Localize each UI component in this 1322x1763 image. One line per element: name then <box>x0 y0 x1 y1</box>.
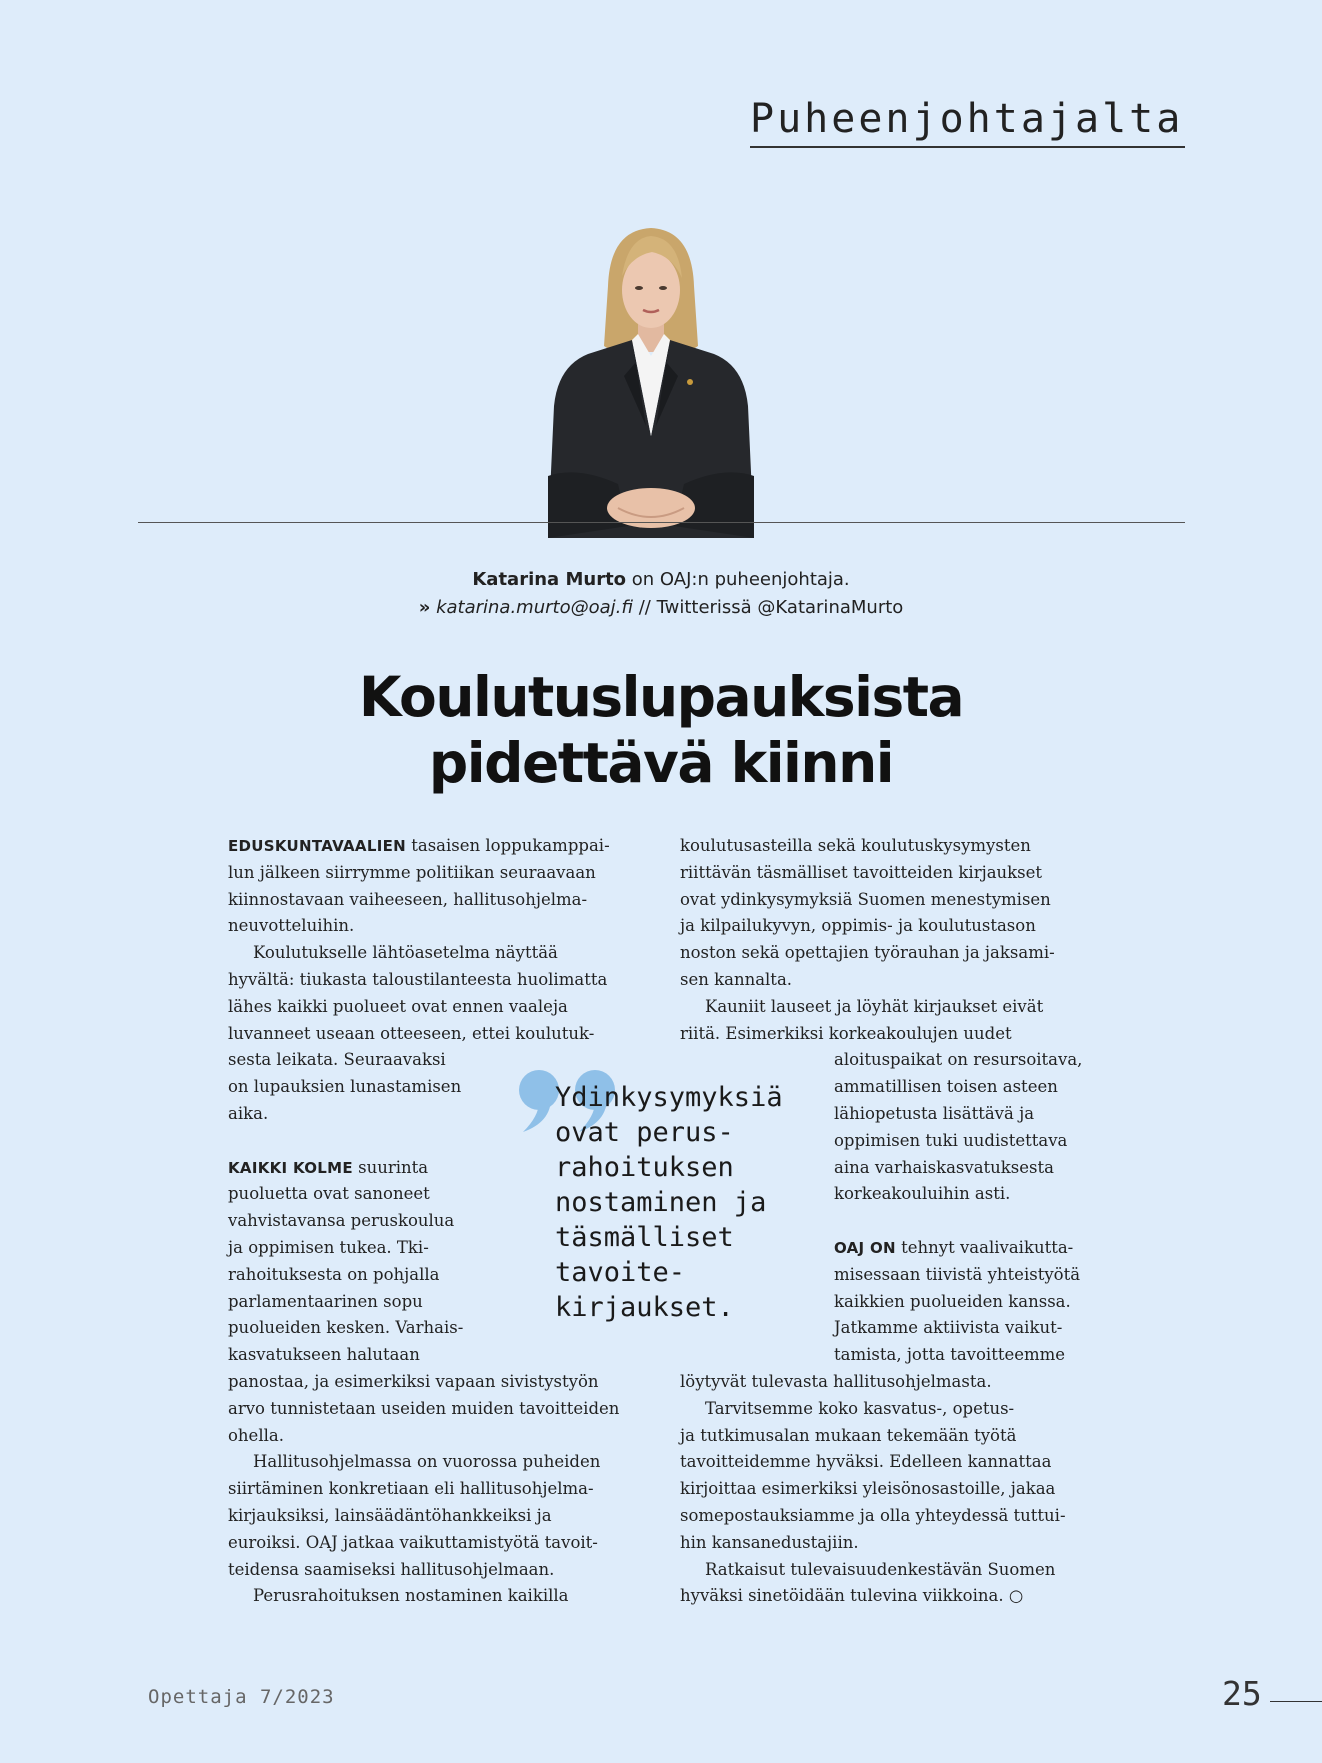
text-line: on lupauksien lunastamisen <box>228 1077 462 1097</box>
text-line: siirtäminen konkretiaan eli hallitusohjelma- <box>228 1479 594 1499</box>
author-role: on OAJ:n puheenjohtaja. <box>631 569 850 590</box>
text-line: parlamentaarinen sopu <box>228 1291 423 1311</box>
page-number-rule <box>1270 1701 1322 1702</box>
text-line: Perusrahoituksen nostaminen kaikilla <box>253 1586 569 1606</box>
text-line: ja tutkimusalan mukaan tekemään työtä <box>680 1425 1017 1445</box>
text-line: riittävän täsmälliset tavoitteiden kirjaukset <box>680 862 1043 882</box>
pull-quote-line: tavoite- <box>555 1257 686 1288</box>
text-line: Kauniit lauseet ja löyhät kirjaukset eivät <box>705 996 1044 1016</box>
byline-line-2 <box>0 594 1322 622</box>
publication-issue: Opettaja 7/2023 <box>148 1686 335 1708</box>
text-line: ovat ydinkysymyksiä Suomen menestymisen <box>680 889 1051 909</box>
pull-quote-line: rahoituksen <box>555 1152 734 1183</box>
text-line: ammatillisen toisen asteen <box>834 1077 1058 1097</box>
text-line: misessaan tiivistä yhteistyötä <box>834 1264 1081 1284</box>
text-line: puolueiden kesken. Varhais- <box>228 1318 464 1338</box>
portrait-photo <box>548 226 754 538</box>
pull-quote-line: kirjaukset. <box>555 1292 734 1323</box>
text-line: arvo tunnistetaan useiden muiden tavoitteiden <box>228 1398 620 1418</box>
text-line: rahoituksesta on pohjalla <box>228 1264 440 1284</box>
lead-in: KAIKKI KOLME <box>228 1158 353 1177</box>
text-line: Ratkaisut tulevaisuudenkestävän Suomen <box>705 1559 1056 1579</box>
pull-quote-line: Ydinkysymyksiä <box>555 1082 783 1113</box>
text-line: puoluetta ovat sanoneet <box>228 1184 430 1204</box>
text-line: ja kilpailukyvyn, oppimis- ja koulutustason <box>680 916 1036 936</box>
text-line: OAJ ON tehnyt vaalivaikutta- <box>834 1237 1074 1257</box>
text-line: sesta leikata. Seuraavaksi <box>228 1050 446 1070</box>
text-line: noston sekä opettajien työrauhan ja jaksami- <box>680 943 1055 963</box>
text-line: sen kannalta. <box>680 969 793 989</box>
text-line: lun jälkeen siirrymme politiikan seuraavaan <box>228 862 596 882</box>
text-line: Jatkamme aktiivista vaikut- <box>834 1318 1063 1338</box>
text-line: aina varhaiskasvatuksesta <box>834 1157 1054 1177</box>
text-line: Tarvitsemme koko kasvatus-, opetus- <box>705 1398 1015 1418</box>
text-line: kirjoittaa esimerkiksi yleisönosastoille, jakaa <box>680 1479 1056 1499</box>
text-line: teidensa saamiseksi hallitusohjelmaan. <box>228 1559 555 1579</box>
text-line: hin kansanedustajiin. <box>680 1532 859 1552</box>
lead-in: OAJ ON <box>834 1238 896 1257</box>
text-line: oppimisen tuki uudistettava <box>834 1130 1068 1150</box>
text-line: aika. <box>228 1103 269 1123</box>
byline-separator: // <box>638 597 651 618</box>
headline-line-2: pidettävä kiinni <box>428 731 894 795</box>
text-line: tavoitteidemme hyväksi. Edelleen kannattaa <box>680 1452 1052 1472</box>
author-twitter: Twitterissä @KatarinaMurto <box>656 597 904 618</box>
text-line: ohella. <box>228 1425 284 1445</box>
text-line: koulutusasteilla sekä koulutuskysymysten <box>680 836 1031 855</box>
pull-quote-line: ovat perus- <box>555 1117 734 1148</box>
article-headline <box>0 664 1322 796</box>
text-line: Hallitusohjelmassa on vuorossa puheiden <box>253 1452 601 1472</box>
text-line: aloituspaikat on resursoitava, <box>834 1050 1083 1070</box>
headline-line-1: Koulutuslupauksista <box>358 665 964 729</box>
text-line: tamista, jotta tavoitteemme <box>834 1345 1066 1365</box>
text-line: Koulutukselle lähtöasetelma näyttää <box>253 943 558 963</box>
text-line: vahvistavansa peruskoulua <box>228 1211 455 1231</box>
byline-line-1 <box>0 566 1322 594</box>
text-line: hyvältä: tiukasta taloustilanteesta huolimatta <box>228 969 608 989</box>
text-line: panostaa, ja esimerkiksi vapaan sivistystyön <box>228 1371 599 1391</box>
horizontal-rule <box>138 522 1185 523</box>
pull-quote <box>555 1080 815 1325</box>
byline-marker: » <box>418 597 431 618</box>
text-line: lähes kaikki puolueet ovat ennen vaaleja <box>228 996 568 1016</box>
text-line: EDUSKUNTAVAALIEN tasaisen loppukamppai- <box>228 836 610 855</box>
text-line: neuvotteluihin. <box>228 916 355 936</box>
author-email-link[interactable]: katarina.murto@oaj.fi <box>436 597 633 618</box>
text-line: kiinnostavaan vaiheeseen, hallitusohjelma- <box>228 889 588 909</box>
text-line: korkeakouluihin asti. <box>834 1184 1011 1204</box>
pull-quote-line: nostaminen ja <box>555 1187 767 1218</box>
text-line: somepostauksiamme ja olla yhteydessä tuttui- <box>680 1505 1066 1525</box>
text-line: ja oppimisen tukea. Tki- <box>228 1237 429 1257</box>
text-line: löytyvät tulevasta hallitusohjelmasta. <box>680 1371 992 1391</box>
author-name: Katarina Murto <box>472 569 627 590</box>
text-line: KAIKKI KOLME suurinta <box>228 1157 429 1177</box>
text-line: kaikkien puolueiden kanssa. <box>834 1291 1071 1311</box>
text-line: euroiksi. OAJ jatkaa vaikuttamistyötä tavoit- <box>228 1532 598 1552</box>
lead-in: EDUSKUNTAVAALIEN <box>228 837 406 855</box>
text-line: luvanneet useaan otteeseen, ettei koulutuk- <box>228 1023 595 1043</box>
text-line: hyväksi sinetöidään tulevina viikkoina. ○ <box>680 1586 1024 1606</box>
page-number: 25 <box>1222 1674 1262 1713</box>
section-label: Puheenjohtajalta <box>750 92 1185 148</box>
text-line: kasvatukseen halutaan <box>228 1345 420 1365</box>
text-line: riitä. Esimerkiksi korkeakoulujen uudet <box>680 1023 1012 1043</box>
pull-quote-line: täsmälliset <box>555 1222 734 1253</box>
author-byline <box>0 566 1322 622</box>
text-line: kirjauksiksi, lainsäädäntöhankkeiksi ja <box>228 1505 552 1525</box>
text-line: lähiopetusta lisättävä ja <box>834 1103 1035 1123</box>
